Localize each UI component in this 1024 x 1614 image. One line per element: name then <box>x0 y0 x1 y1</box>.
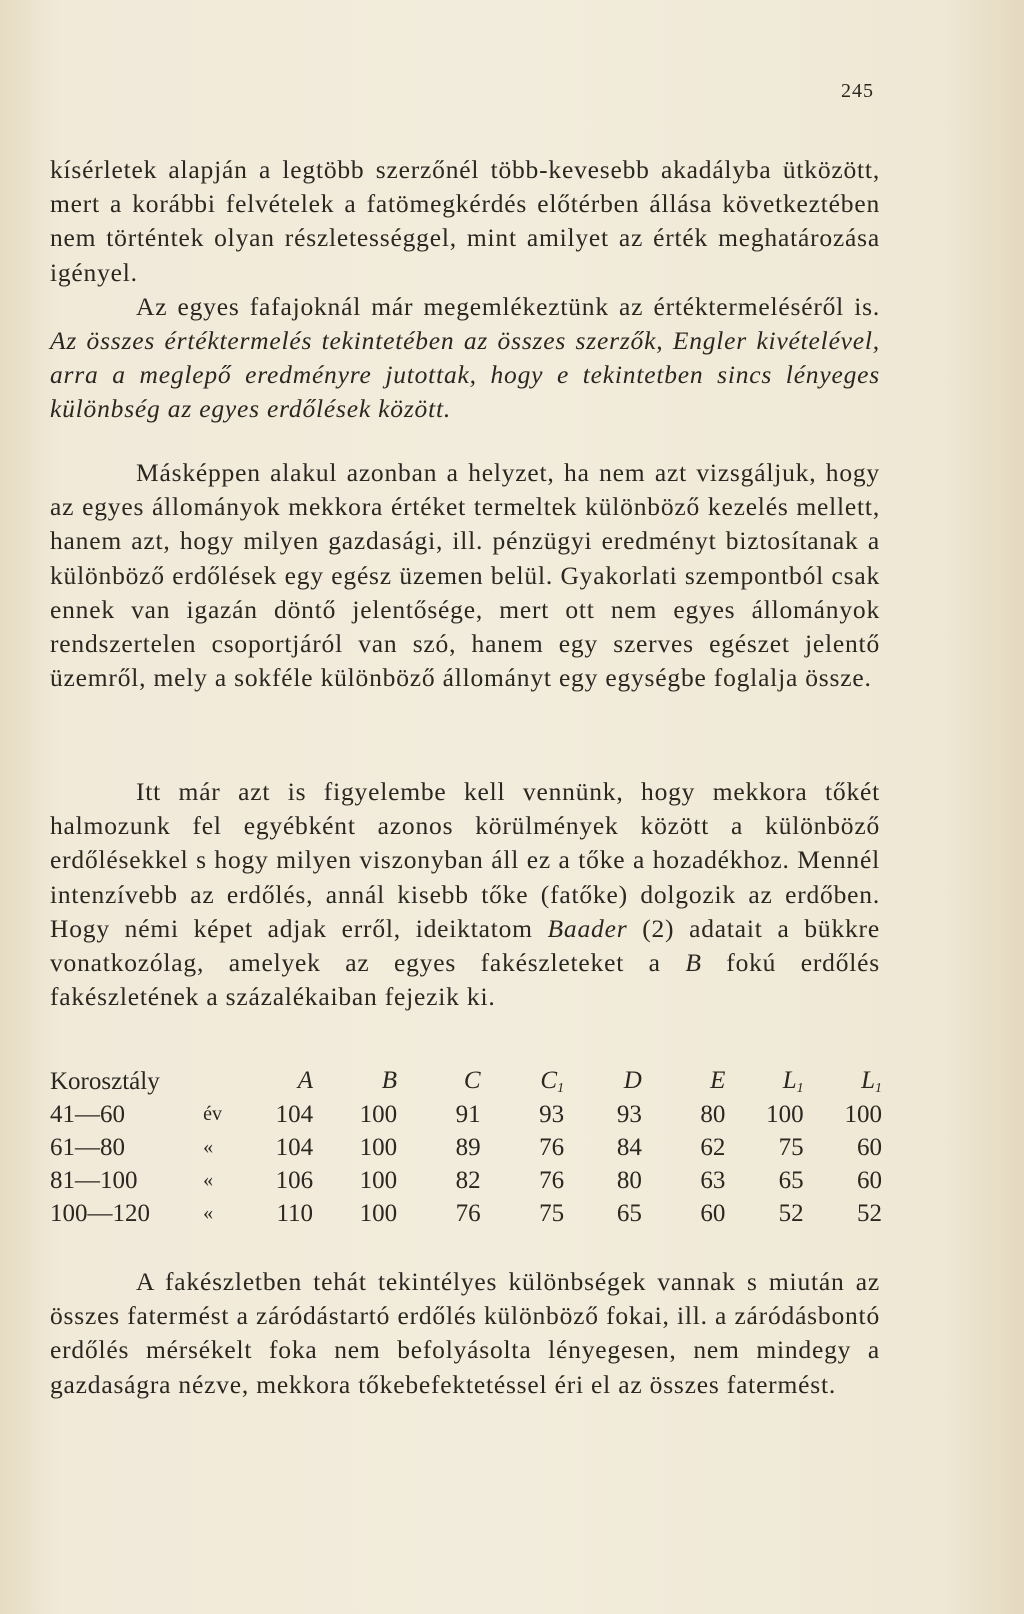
table-cell: 60 <box>700 1199 726 1227</box>
table-cell-age: 61—80 <box>50 1133 125 1161</box>
table-cell: 100 <box>359 1100 398 1128</box>
table-cell-unit: « <box>203 1202 214 1224</box>
table-cell: 100 <box>844 1100 882 1128</box>
paragraph-1-italic-b: kivételével, arra a meglepő eredményre jutottak, hogy e tekintetben sincs lényeges különbség az egyes erdőlések között. <box>50 326 880 424</box>
paragraph-4-text: A fakészletben tehát tekintélyes különbségek vannak s miután az összes fatermést a záródástartó erdőlés különböző fokai, ill. a záródásbontó erdőlés mérsékelt foka nem befolyásolta lényegesen, nem mindegy a gazdaságra nézve, mekkora tőkebefektetéssel éri el az összes fatermést. <box>50 1267 880 1399</box>
paragraph-3-text-c: fokú erdőlés fakészletének a százalékaiban fejezik ki. <box>50 948 881 1012</box>
table-cell: 110 <box>276 1199 314 1227</box>
table-cell: 93 <box>616 1100 642 1128</box>
paragraph-2-text: Másképpen alakul azonban a helyzet, ha nem azt vizsgáljuk, hogy az egyes állományok mekkora értéket termeltek különböző kezelés mellett, hanem azt, hogy milyen gazdasági, ill. pénzügyi eredményt biztosítanak a különböző erdőlések egy egész üzemen belül. Gyakorlati szempontból csak ennek van igazán döntő jelentősége, mert ott nem egyes állományok rendszertelen csoportjáról van szó, hanem egy szerves egészet jelentő üzemről, mely a sokféle különböző állományt egy egységbe foglalja össze. <box>50 458 880 693</box>
paragraph-3-text-a: Itt már azt is figyelembe kell vennünk, hogy mekkora tőkét halmozunk fel egyébként azonos körülmények között a különböző erdőlésekkel s hogy milyen viszonyban áll ez a tőke a hozadékhoz. Mennél intenzívebb az erdőlés, annál kisebb tőke (fatőke) dolgozik az erdőben. Hogy némi képet adjak erről, ideiktatom <box>50 777 880 943</box>
table-cell: 52 <box>857 1199 882 1227</box>
table-cell: 60 <box>857 1166 882 1194</box>
table-header-col: B <box>381 1066 398 1094</box>
table-row <box>50 1098 882 1131</box>
table-header-col: $L_1$ <box>782 1066 804 1096</box>
table-cell: 84 <box>616 1133 642 1161</box>
table-header-col: $L_1$ <box>861 1066 882 1096</box>
paragraph-1-text-a: kísérletek alapján a legtöbb szerzőnél több-kevesebb akadályba ütközött, mert a korábbi felvételek a fatömegkérdés előtérben állása következtében nem történtek olyan részletességgel, mint amilyet az érték meghatározása igényel. <box>50 155 880 287</box>
table-header-col: E <box>710 1066 726 1094</box>
stock-table <box>50 1065 882 1230</box>
table-cell-unit: év <box>203 1103 223 1125</box>
table-cell: 100 <box>359 1199 398 1227</box>
table-cell: 65 <box>616 1199 642 1227</box>
table-cell: 76 <box>539 1166 565 1194</box>
table-cell: 76 <box>455 1199 481 1227</box>
table-cell-age: 81—100 <box>50 1166 138 1194</box>
table-header-col: $C_1$ <box>540 1066 565 1096</box>
table-row <box>50 1131 882 1164</box>
table-cell-unit: « <box>203 1136 214 1158</box>
table-header-col: C <box>463 1066 481 1094</box>
paragraph-1-italic-a: Az összes értéktermelés tekintetében az összes szerzők, <box>50 326 664 356</box>
table-cell: 80 <box>700 1100 726 1128</box>
table-cell-age: 41—60 <box>50 1100 125 1128</box>
table-cell: 93 <box>539 1100 565 1128</box>
table-cell: 80 <box>616 1166 642 1194</box>
paragraph-2 <box>50 456 880 695</box>
table-cell: 52 <box>778 1199 804 1227</box>
table-cell-age: 100—120 <box>50 1199 150 1227</box>
author-name-engler: Engler <box>672 326 748 356</box>
paragraph-1-text-b: Az egyes fafajoknál már megemlékeztünk az értéktermeléséről is. <box>136 291 880 321</box>
table-cell: 62 <box>700 1133 726 1161</box>
table-cell: 75 <box>778 1133 804 1161</box>
page-number: 245 <box>841 80 874 102</box>
table-header-col: A <box>297 1066 314 1094</box>
paragraph-4 <box>50 1265 880 1402</box>
table-cell: 100 <box>359 1166 398 1194</box>
table-cell: 100 <box>766 1100 804 1128</box>
grade-letter: B <box>685 948 702 978</box>
author-name-baader: Baader <box>547 913 628 943</box>
table-row <box>50 1197 882 1230</box>
table-cell: 63 <box>700 1166 726 1194</box>
table-cell: 89 <box>455 1133 481 1161</box>
table-cell: 106 <box>275 1166 314 1194</box>
table-header-row <box>50 1065 882 1098</box>
table-cell: 100 <box>359 1133 398 1161</box>
table-cell: 104 <box>275 1100 314 1128</box>
table-row <box>50 1164 882 1197</box>
table-cell: 75 <box>539 1199 565 1227</box>
table-header-col: D <box>623 1066 642 1094</box>
table-cell: 65 <box>778 1166 804 1194</box>
table-cell-unit: « <box>203 1169 214 1191</box>
paragraph-1 <box>50 153 880 427</box>
table-cell: 104 <box>275 1133 314 1161</box>
paragraph-3-text-b: (2) adatait a bükkre vonatkozólag, amelyek az egyes fakészleteket a <box>50 913 880 978</box>
paragraph-3 <box>50 775 880 1014</box>
table-header-age-class: Korosztály <box>50 1067 160 1095</box>
table-cell: 60 <box>857 1133 882 1161</box>
table-cell: 82 <box>455 1166 481 1194</box>
table-cell: 76 <box>539 1133 565 1161</box>
table-cell: 91 <box>455 1100 481 1128</box>
